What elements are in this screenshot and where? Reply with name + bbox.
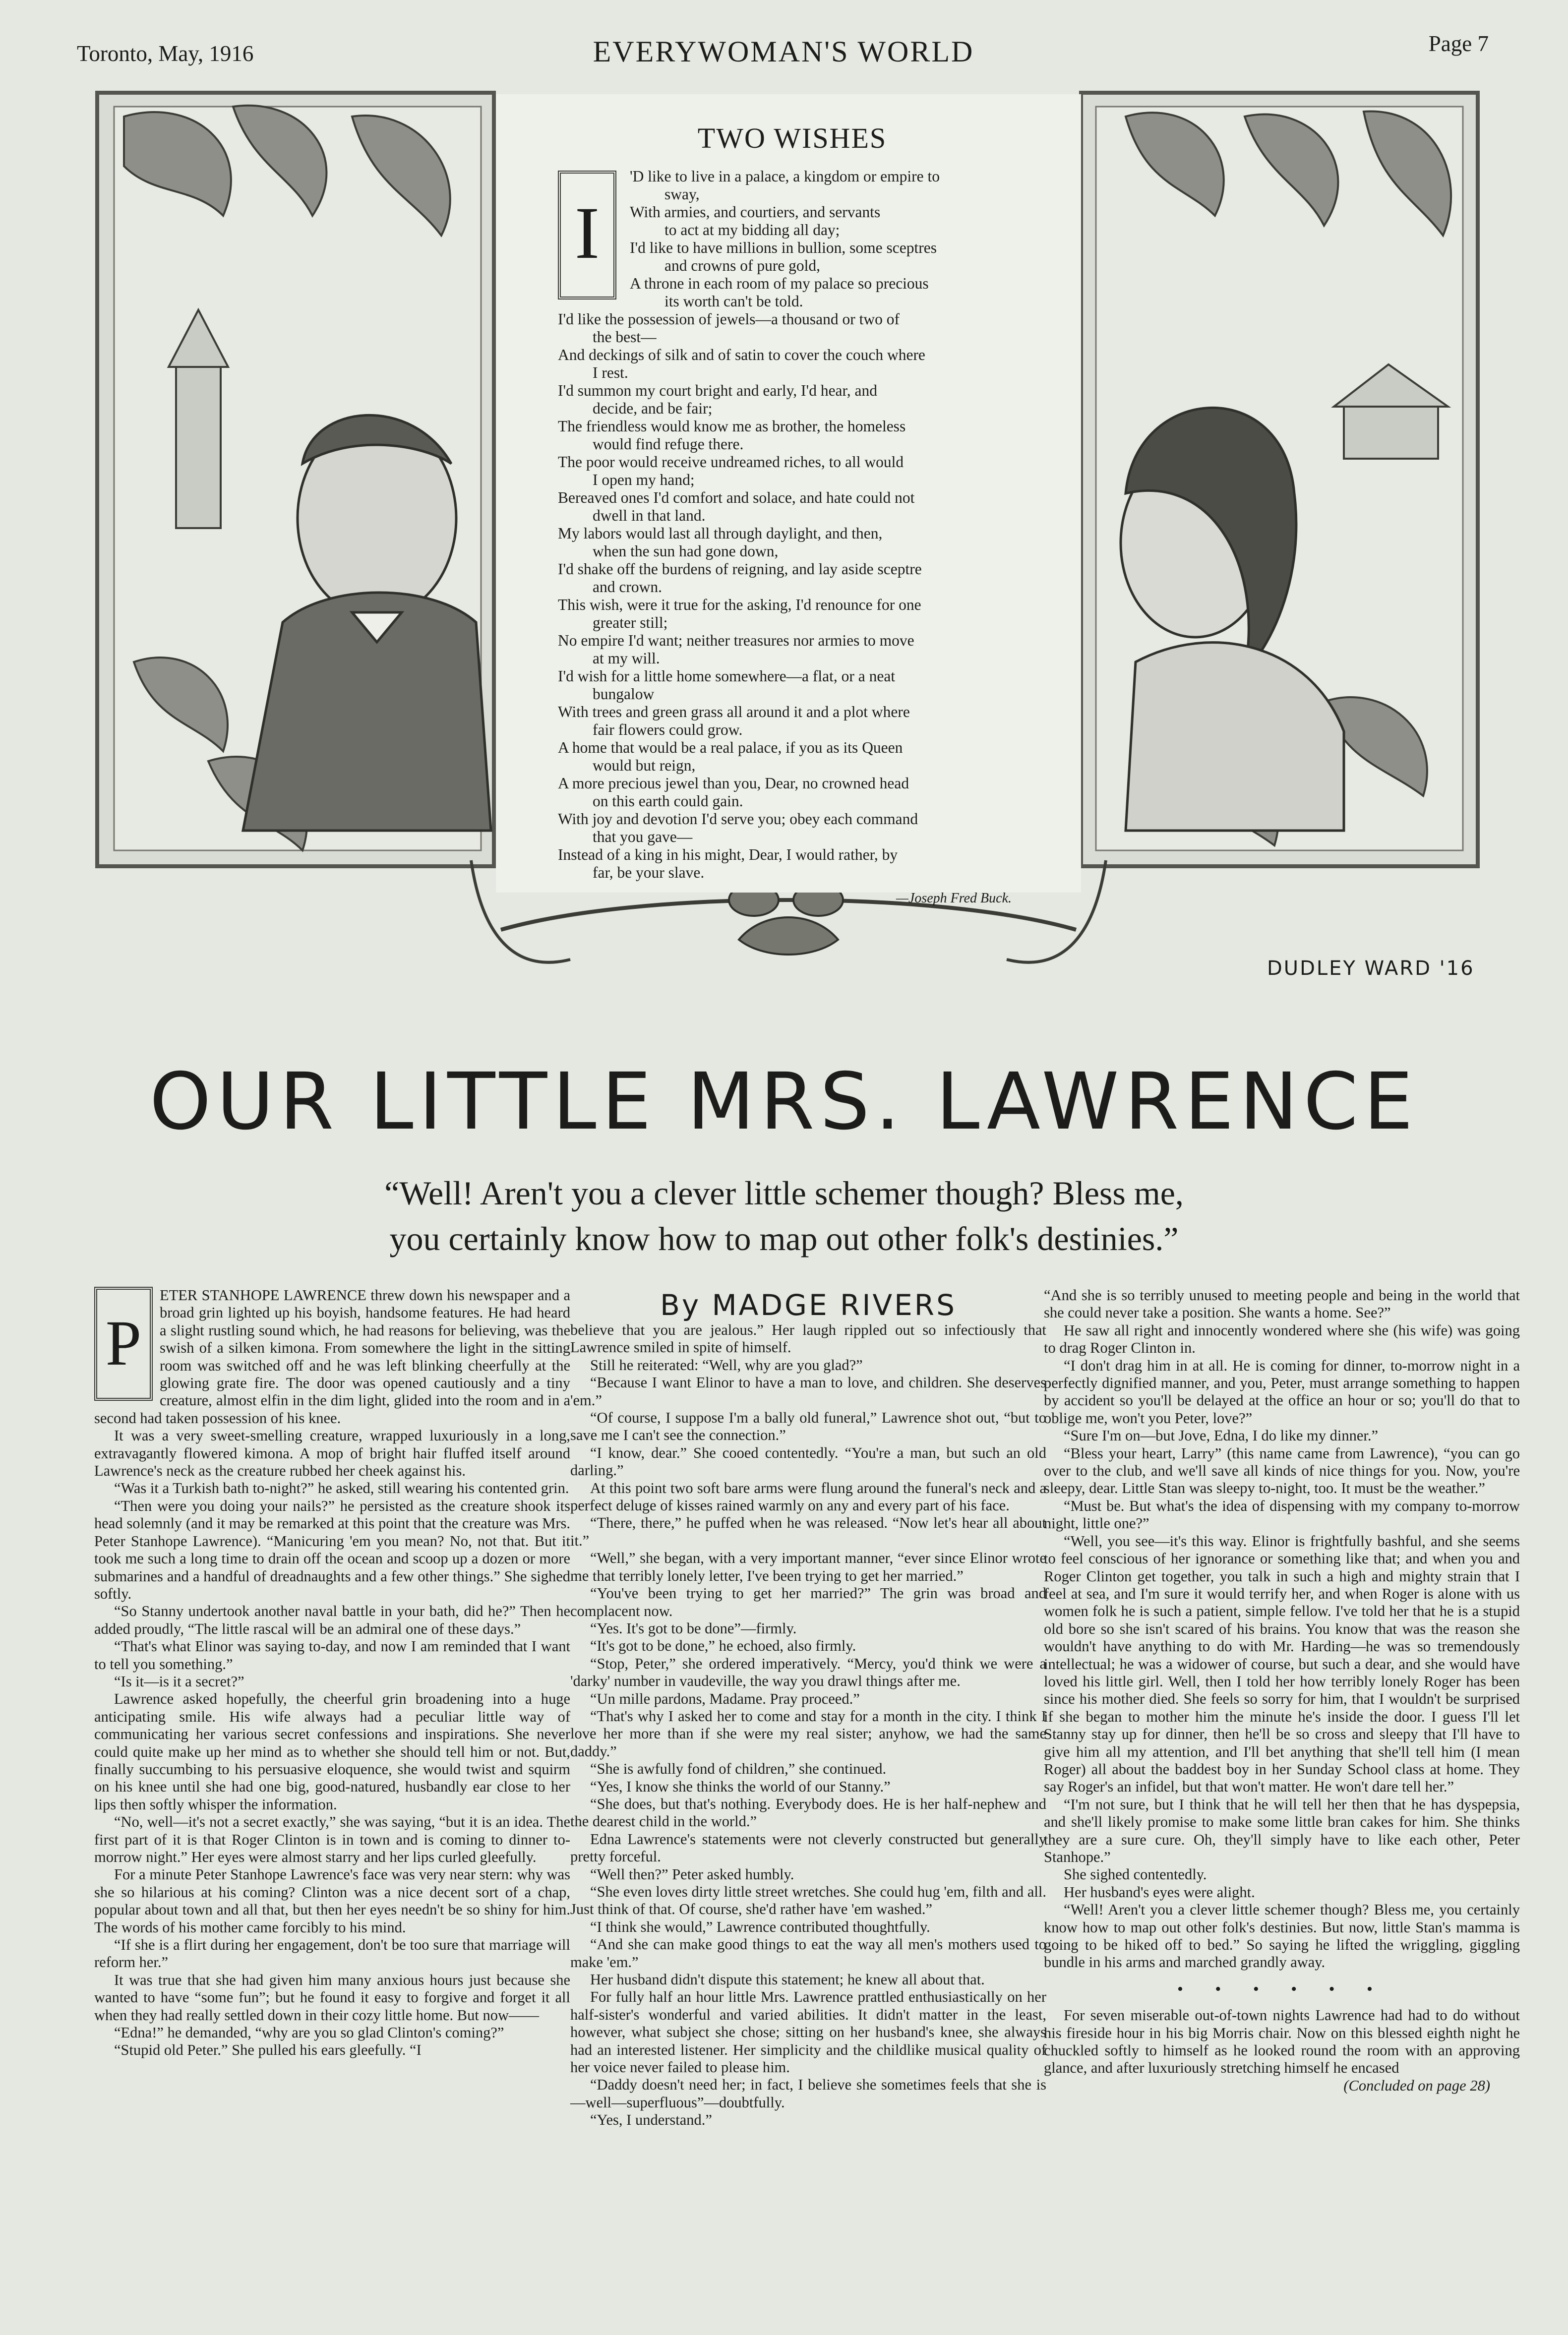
story-paragraph: It was true that she had given him many anxious hours just because she wanted to have “some fun”; but he found it easy to forgive and forget it all when they had really settled down in their cozy little home. But now——: [94, 1971, 570, 2024]
poem-line: [630, 168, 1026, 203]
poem-line-continuation: on this earth could gain.: [593, 792, 743, 810]
poem-line-text: I'd summon my court bright and early, I'd hear, and: [558, 382, 877, 399]
artist-signature: DUDLEY WARD '16: [1267, 957, 1475, 980]
column-2: [570, 1321, 1046, 2129]
story-paragraph: “Well then?” Peter asked humbly.: [590, 1865, 794, 1883]
poem-line-continuation: its worth can't be told.: [664, 293, 803, 310]
poem-author: —Joseph Fred Buck.: [896, 891, 1012, 906]
story-drop-cap: P: [94, 1287, 153, 1401]
poem-line: [630, 275, 1026, 310]
poem-line-text: With armies, and courtiers, and servants: [630, 203, 881, 221]
poem-line-continuation: that you gave—: [593, 828, 693, 845]
story-paragraph: “Edna!” he demanded, “why are you so glad Clinton's coming?”: [114, 2024, 504, 2041]
story-paragraph: “You've been trying to get her married?” The grin was broad and complacent now.: [570, 1585, 1046, 1619]
poem-line-text: The friendless would know me as brother, the homeless: [558, 418, 906, 435]
story-paragraph: “So Stanny undertook another naval battle in your bath, did he?” Then he added proudly, “The little rascal will be an admiral one of these days.”: [94, 1603, 570, 1637]
deck-line: you certainly know how to map out other folk's destinies.”: [389, 1220, 1179, 1257]
poem-title: TWO WISHES: [697, 122, 887, 154]
story-paragraph: “I'm not sure, but I think that he will tell her then that he has dyspepsia, and she'll likely promise to make some little bran cakes for him. She thinks they are a sure cure. Oh, they'll simply have to like each other, Peter Stanhope.”: [1044, 1796, 1520, 1865]
story-paragraph: “If she is a flirt during her engagement, don't be too sure that marriage will reform her.”: [94, 1936, 570, 1971]
poem-line-text: I'd wish for a little home somewhere—a flat, or a neat: [558, 667, 896, 685]
story-paragraph: For fully half an hour little Mrs. Lawrence prattled enthusiastically on her half-sister's wonderful and varied abilities. It didn't matter in the least, however, what subject she chose; sitting on her husband's knee, she always had an interested listener. Her simplicity and the childlike musical quality of her voice never failed to please him.: [570, 1988, 1046, 2076]
poem-line-continuation: bungalow: [593, 685, 655, 703]
story-paragraph: Edna Lawrence's statements were not cleverly constructed but generally pretty forceful.: [570, 1830, 1046, 1865]
poem-line-text: With joy and devotion I'd serve you; obey each command: [558, 810, 918, 828]
poem-line-continuation: would find refuge there.: [593, 435, 744, 453]
poem-line-continuation: at my will.: [593, 650, 660, 667]
story-paragraph: Her husband didn't dispute this statement; he knew all about that.: [590, 1971, 985, 1988]
story-paragraph: “Is it—is it a secret?”: [114, 1673, 244, 1690]
poem-line-text: I'd shake off the burdens of reigning, and lay aside sceptre: [558, 560, 922, 578]
story-paragraph: For a minute Peter Stanhope Lawrence's face was very near stern: why was she so hilarious at his coming? Clinton was a nice decent sort of a chap, popular about town and all that, but then her eyes needn't be so shiny for him. The words of his mother came forcibly to his mind.: [94, 1866, 570, 1936]
poem-line: [558, 560, 1026, 596]
issue-date: Toronto, May, 1916: [77, 41, 254, 66]
poem-line: [558, 667, 1026, 703]
poem-line-continuation: decide, and be fair;: [593, 400, 713, 417]
column-1: [94, 1287, 570, 2059]
story-paragraph: believe that you are jealous.” Her laugh rippled out so infectiously that Lawrence smiled in spite of himself.: [570, 1321, 1046, 1356]
story-deck: [0, 1170, 1568, 1261]
story-paragraph: “That's why I asked her to come and stay for a month in the city. I think I love her more than if she were my real sister; anyhow, we had the same daddy.”: [570, 1707, 1046, 1760]
story-paragraph: “Must be. But what's the idea of dispensing with my company to-morrow night, little one?”: [1044, 1497, 1520, 1532]
poem-line-continuation: and crown.: [593, 578, 662, 596]
poem-line: [558, 525, 1026, 560]
poem-line-text: The poor would receive undreamed riches, to all would: [558, 453, 904, 471]
poem-line-text: And deckings of silk and of satin to cover the couch where: [558, 346, 925, 363]
story-paragraph: “She does, but that's nothing. Everybody does. He is her half-nephew and the dearest child in the world.”: [570, 1795, 1046, 1830]
story-paragraph: ETER STANHOPE LAWRENCE threw down his newspaper and a broad grin lighted up his boyish, handsome features. He had heard a slight rustling sound which, he had reasons for believing, was the swish of a silken kimona. From somewhere the light in the sitting room was switched off and he was left blinking cheerfully at the glowing grate fire. The door was opened cautiously and a tiny creature, almost elfin in the dim light, glided into the room and in a second had taken possession of his knee.: [94, 1287, 570, 1427]
story-paragraph: “Well,” she began, with a very important manner, “ever since Elinor wrote me that terribly lonely letter, I've been trying to get her married.”: [570, 1550, 1046, 1584]
story-paragraph: “It's got to be done,” he echoed, also firmly.: [590, 1637, 856, 1655]
story-paragraph: “I think she would,” Lawrence contributed thoughtfully.: [590, 1918, 930, 1935]
poem-line-text: My labors would last all through daylight, and then,: [558, 525, 883, 542]
column-3: [1044, 1287, 1520, 2095]
poem-line: [558, 596, 1026, 632]
poem-line-text: 'D like to live in a palace, a kingdom or empire to: [630, 168, 940, 185]
story-paragraph: Lawrence asked hopefully, the cheerful grin broadening into a huge anticipating smile. His wife always had a peculiar little way of communicating her various secret confessions and inspirations. She never could quite make up her mind as to whether she should tell him or not. But, finally succumbing to his persuasive eloquence, she would twist and squirm on his knee until she had one big, good-natured, husbandly ear close to her lips then softly whisper the information.: [94, 1690, 570, 1813]
story-paragraph: “And she can make good things to eat the way all men's mothers used to make 'em.”: [570, 1936, 1046, 1971]
poem-line-continuation: I open my hand;: [593, 471, 695, 488]
deck-line: “Well! Aren't you a clever little schemer though? Bless me,: [384, 1174, 1184, 1212]
poem-opening-stanza: [558, 168, 1026, 310]
story-paragraph: “I don't drag him in at all. He is coming for dinner, to-morrow night in a perfectly dignified manner, and you, Peter, must arrange something to happen by accident so you'll be delayed at the office an hour or so; you'll do that to oblige me, won't you Peter, love?”: [1044, 1357, 1520, 1427]
story-paragraph: “Yes. It's got to be done”—firmly.: [590, 1619, 797, 1637]
poem-line-text: A home that would be a real palace, if you as its Queen: [558, 739, 903, 756]
poem-line-text: A more precious jewel than you, Dear, no crowned head: [558, 775, 909, 792]
poem-line: [558, 775, 1026, 810]
poem-line: [630, 239, 1026, 275]
poem-line: [558, 310, 1026, 346]
story-paragraph: “Bless your heart, Larry” (this name came from Lawrence), “you can go over to the club, and we'll save all kinds of nice things for you. Now, you're sleepy, dear. Little Stan was sleepy to-night, too. It must be the weather.”: [1044, 1444, 1520, 1497]
story-paragraph: It was a very sweet-smelling creature, wrapped luxuriously in a long, extravagantly flowered kimona. A mop of bright hair fluffed itself around Lawrence's neck as the creature rubbed her cheek against his.: [94, 1427, 570, 1480]
story-paragraph: For seven miserable out-of-town nights Lawrence had had to do without his fireside hour in his big Morris chair. Now on this blessed eighth night he chuckled softly to himself as he looked round the room with an approving glance, and after luxuriously stretching himself he encased: [1044, 2007, 1520, 2077]
story-paragraph: At this point two soft bare arms were flung around the funeral's neck and a perfect deluge of kisses rained warmly on any and every part of his face.: [570, 1479, 1046, 1514]
poem-line: [558, 739, 1026, 775]
poem-line-text: No empire I'd want; neither treasures nor armies to move: [558, 632, 914, 649]
poem-line-text: A throne in each room of my palace so precious: [630, 275, 929, 292]
story-paragraph: “Yes, I understand.”: [590, 2111, 712, 2129]
poem-line: [558, 489, 1026, 525]
story-paragraph: “And she is so terribly unused to meeting people and being in the world that she could never take a position. She wants a home. See?”: [1044, 1287, 1520, 1321]
poem-line: [558, 453, 1026, 489]
story-paragraph: “Was it a Turkish bath to-night?” he asked, still wearing his contented grin.: [114, 1480, 569, 1497]
poem-line: [558, 382, 1026, 418]
story-paragraph: “That's what Elinor was saying to-day, and now I am reminded that I want to tell you something.”: [94, 1638, 570, 1673]
page-number: Page 7: [1428, 31, 1489, 56]
story-paragraph: “Stop, Peter,” she ordered imperatively. “Mercy, you'd think we were a 'darky' number in vaudeville, the way you drawl things after me.: [570, 1655, 1046, 1690]
poem-body: [558, 310, 1026, 882]
story-paragraph: “Daddy doesn't need her; in fact, I believe she sometimes feels that she is—well—superfluous”—doubtfully.: [570, 2076, 1046, 2111]
poem-line: [558, 418, 1026, 453]
poem-line-text: I'd like the possession of jewels—a thousand or two of: [558, 310, 900, 328]
poem-line-continuation: the best—: [593, 328, 657, 346]
story-paragraph: “I know, dear.” She cooed contentedly. “You're a man, but such an old darling.”: [570, 1444, 1046, 1479]
poem-line: [630, 203, 1026, 239]
poem-line-continuation: when the sun had gone down,: [593, 542, 779, 560]
poem-line-continuation: sway,: [664, 185, 700, 203]
poem-line: [558, 346, 1026, 382]
poem-line: [558, 846, 1026, 882]
story-paragraph: “Stupid old Peter.” She pulled his ears gleefully. “I: [114, 2041, 422, 2059]
poem-line-continuation: would but reign,: [593, 757, 696, 774]
story-paragraph: “Well, you see—it's this way. Elinor is frightfully bashful, and she seems to feel conscious of her ignorance or something like that; and when you and Roger Clinton get together, you talk in such a high and mighty strain that I feel at sea, and I'm sure it would terrify her, and when Roger is alone with us women folk he is such a patient, simple fellow. I've told her that he is a stupid old bore so she isn't scared of his brains. You know that was the reason she wouldn't have anything to do with Mr. Harding—he was so tremendously intellectual; he was a widower of course, but such a dear, and she would have loved his little girl. Well, then I told her how terribly lonely Roger has been since his mother died. She feels so sorry for him, that I wouldn't be surprised if she began to mother him the minute he's inside the door. I guess I'll let Stanny stay up for dinner, then he'll be so cross and sleepy that I'll have to give him all my attention, and I'll bet anything that she'll tell him (I mean Roger) all about the baddest boy in her Sunday School class at home. They say Roger's an infidel, but that won't matter. He won't dare tell her.”: [1044, 1532, 1520, 1796]
poem-drop-cap: I: [558, 171, 616, 299]
poem-line-continuation: fair flowers could grow.: [593, 721, 743, 738]
poem-line-continuation: I rest.: [593, 364, 628, 381]
story-paragraph: “Because I want Elinor to have a man to love, and children. She deserves 'em.”: [570, 1374, 1046, 1409]
magazine-name: EVERYWOMAN'S WORLD: [593, 35, 974, 68]
poem-line-text: Instead of a king in his might, Dear, I would rather, by: [558, 846, 898, 863]
poem-line: [558, 632, 1026, 667]
story-title: OUR LITTLE MRS. LAWRENCE: [149, 1056, 1419, 1147]
story-paragraph: “Sure I'm on—but Jove, Edna, I do like my dinner.”: [1064, 1427, 1379, 1444]
story-paragraph: “Yes, I know she thinks the world of our Stanny.”: [590, 1778, 891, 1795]
poem-line-text: With trees and green grass all around it and a plot where: [558, 703, 910, 720]
story-paragraph: “Then were you doing your nails?” he persisted as the creature shook its head solemnly (and it may be remarked at this point that the creature was Mrs. Peter Stanhope Lawrence). “Manicuring 'em you mean? No, not that. But it took me such a long time to drain off the ocean and scoop up a dozen or more submarines and a handful of dreadnaughts and a few other things.” She sighed softly.: [94, 1497, 570, 1602]
poem-line-text: I'd like to have millions in bullion, some sceptres: [630, 239, 937, 256]
story-paragraph: “There, there,” he puffed when he was released. “Now let's hear all about it.”: [570, 1514, 1046, 1549]
poem-line-continuation: to act at my bidding all day;: [664, 221, 840, 239]
story-paragraph: “Well! Aren't you a clever little schemer though? Bless me, you certainly know how to map out other folk's destinies. But now, little Stan's mamma is going to be hiked off to bed.” So saying he lifted the wriggling, giggling bundle in his arms and marched grandly away.: [1044, 1901, 1520, 1971]
poem-line-continuation: greater still;: [593, 614, 668, 631]
story-paragraph: “Un mille pardons, Madame. Pray proceed.”: [590, 1690, 860, 1707]
section-break: • • • • • •: [1177, 1979, 1387, 1998]
story-paragraph: “She is awfully fond of children,” she continued.: [590, 1760, 887, 1778]
poem-line: [558, 703, 1026, 739]
story-paragraph: Still he reiterated: “Well, why are you glad?”: [590, 1356, 863, 1374]
poem-line-text: This wish, were it true for the asking, I'd renounce for one: [558, 596, 921, 613]
poem-line: [558, 810, 1026, 846]
poem-line-text: Bereaved ones I'd comfort and solace, and hate could not: [558, 489, 915, 506]
story-paragraph: She sighed contentedly.: [1064, 1866, 1207, 1883]
poem-first-lines: [630, 168, 1026, 310]
poem-line-continuation: and crowns of pure gold,: [664, 257, 821, 274]
continued-note: (Concluded on page 28): [1343, 2077, 1490, 2094]
story-paragraph: He saw all right and innocently wondered where she (his wife) was going to drag Roger Clinton in.: [1044, 1321, 1520, 1357]
story-paragraph: “No, well—it's not a secret exactly,” she was saying, “but it is an idea. The first part of it is that Roger Clinton is in town and is coming to dinner to-morrow night.” Her eyes were almost starry and her lips curled gleefully.: [94, 1813, 570, 1865]
poem-panel: [496, 94, 1081, 906]
byline: By MADGE RIVERS: [660, 1288, 957, 1322]
story-paragraph: “Of course, I suppose I'm a bally old funeral,” Lawrence shot out, “but to save me I can't see the connection.”: [570, 1409, 1046, 1444]
poem-line-continuation: far, be your slave.: [593, 864, 705, 881]
story-paragraph: Her husband's eyes were alight.: [1064, 1883, 1255, 1901]
poem-line-continuation: dwell in that land.: [593, 507, 706, 524]
story-paragraph: “She even loves dirty little street wretches. She could hug 'em, filth and all. Just think of that. Of course, she'd rather have 'em washed.”: [570, 1883, 1046, 1918]
